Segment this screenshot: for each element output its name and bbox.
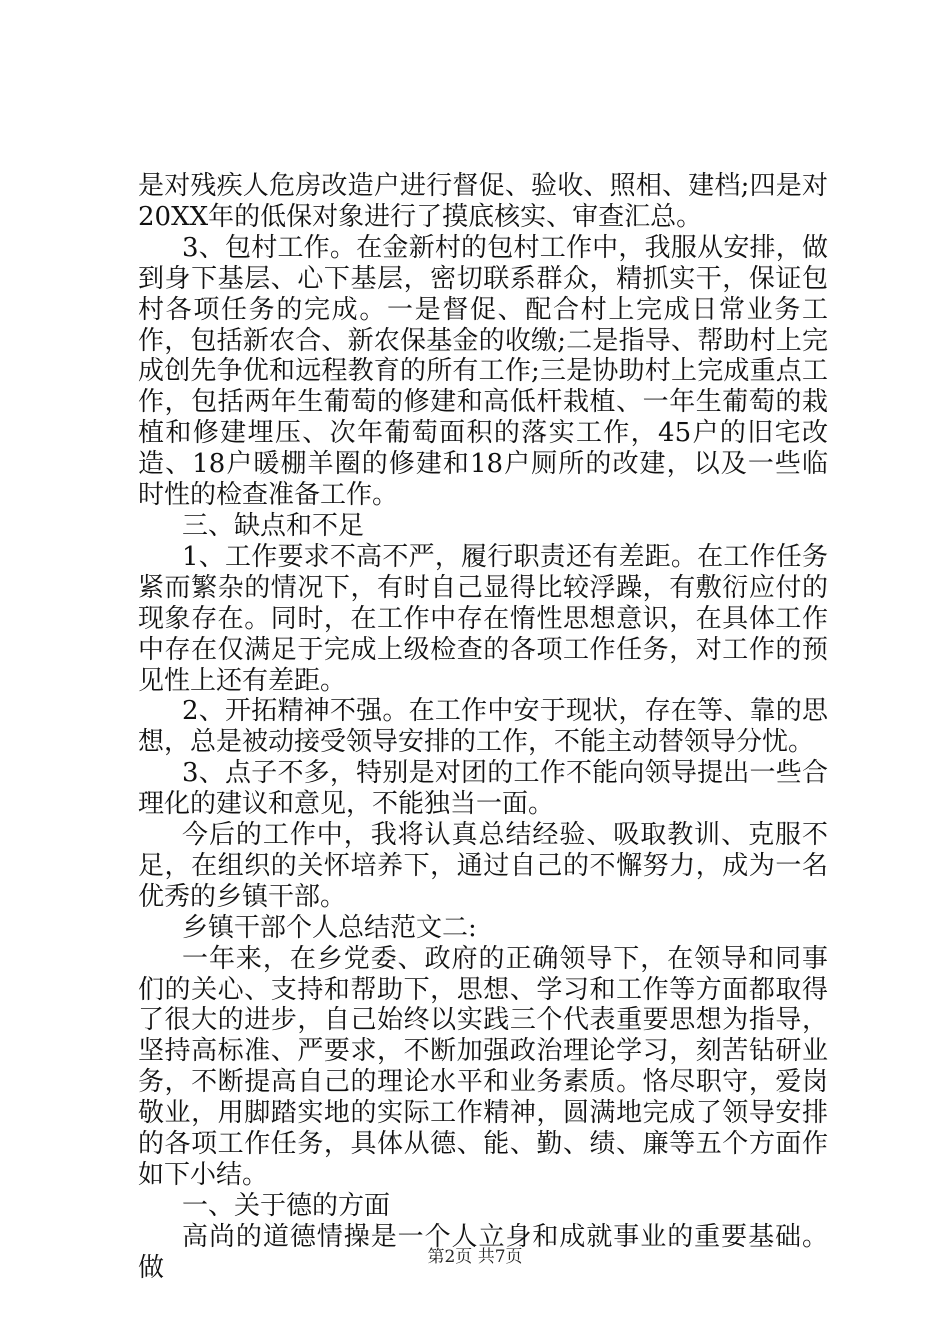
paragraph: 是对残疾人危房改造户进行督促、验收、照相、建档;四是对20XX年的低保对象进行了摸底核实、审查汇总。 — [138, 171, 828, 232]
page-footer: 第2页 共7页 — [427, 1247, 523, 1267]
paragraph: 高尚的道德情操是一个人立身和成就事业的重要基础。做 — [138, 1221, 828, 1283]
paragraph: 3、包村工作。在金新村的包村工作中，我服从安排，做到身下基层、心下基层，密切联系群众，精抓实干，保证包村各项任务的完成。一是督促、配合村上完成日常业务工作，包括新农合、新农保基金的收缴;二是指导、帮助村上完成创先争优和远程教育的所有工作;三是协助村上完成重点工作，包括两年生葡萄的修建和高低杆栽植、一年生葡萄的栽植和修建埋压、次年葡萄面积的落实工作，45户的旧宅改造、18户暖棚羊圈的修建和18户厕所的改建，以及一些临时性的检查准备工作。 — [138, 232, 828, 511]
paragraph: 3、点子不多，特别是对团的工作不能向领导提出一些合理化的建议和意见，不能独当一面。 — [138, 758, 828, 820]
document-body — [138, 171, 828, 1284]
paragraph: 一年来，在乡党委、政府的正确领导下，在领导和同事们的关心、支持和帮助下，思想、学习和工作等方面都取得了很大的进步，自己始终以实践三个代表重要思想为指导，坚持高标准、严要求，不断加强政治理论学习，刻苦钻研业务，不断提高自己的理论水平和业务素质。恪尽职守，爱岗敬业，用脚踏实地的实际工作精神，圆满地完成了领导安排的各项工作任务，具体从德、能、勤、绩、廉等五个方面作如下小结。 — [138, 943, 828, 1190]
section-heading: 乡镇干部个人总结范文二: — [182, 912, 477, 943]
paragraph: 1、工作要求不高不严，履行职责还有差距。在工作任务紧而繁杂的情况下，有时自己显得比较浮躁，有敷衍应付的现象存在。同时，在工作中存在惰性思想意识，在具体工作中存在仅满足于完成上级检查的各项工作任务，对工作的预见性上还有差距。 — [138, 541, 828, 696]
section-heading: 三、缺点和不足 — [182, 510, 365, 541]
section-heading: 一、关于德的方面 — [182, 1190, 391, 1221]
paragraph: 2、开拓精神不强。在工作中安于现状，存在等、靠的思想，总是被动接受领导安排的工作，不能主动替领导分忧。 — [138, 696, 828, 758]
paragraph: 今后的工作中，我将认真总结经验、吸取教训、克服不足，在组织的关怀培养下，通过自己的不懈努力，成为一名优秀的乡镇干部。 — [138, 820, 828, 912]
